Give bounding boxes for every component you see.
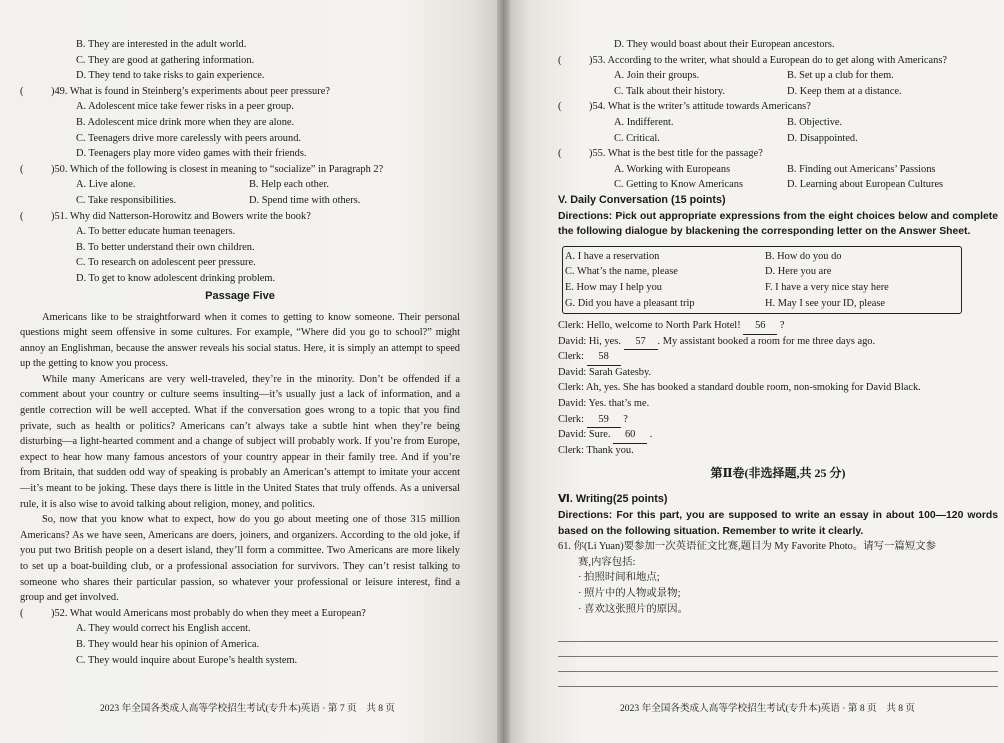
choice-a: A. I have a reservation <box>565 250 660 262</box>
q54-options-ab <box>558 115 998 131</box>
q48-option-d: D. They tend to take risks to gain experience. <box>76 70 265 82</box>
q61-bullet-1: · 拍照时间和地点; <box>578 572 660 584</box>
q61-prompt-line-2: 赛,内容包括: <box>578 556 636 568</box>
dialogue-line-7-text: Clerk: <box>558 413 584 425</box>
dialogue-line-1-end: ? <box>779 320 785 332</box>
q50-stem <box>20 162 460 178</box>
q48-option-b: B. They are interested in the adult world. <box>76 39 247 50</box>
q54-option-a: A. Indifferent. <box>614 116 674 128</box>
section-vi-directions-text: For this part, you are supposed to write an essay in about 100—120 words based on the following situation. Remember to write it clearly. <box>558 510 998 537</box>
book-gutter <box>497 0 510 743</box>
q51-option-a: A. To better educate human teenagers. <box>76 226 236 238</box>
q49-option-a: A. Adolescent mice take fewer risks in a peer group. <box>76 101 294 113</box>
q50-option-d: D. Spend time with others. <box>249 194 361 206</box>
choice-h: H. May I see your ID, please <box>765 297 886 309</box>
q50-option-c: C. Take responsibilities. <box>76 194 177 206</box>
q61-prompt-line-1: 61. 你(Li Yuan)要参加一次英语征文比赛,题目为 My Favorite Photo。请写一篇短文参 <box>558 541 936 553</box>
dialogue-line-7 <box>558 412 998 428</box>
dialogue-line-9: Clerk: Thank you. <box>558 444 634 456</box>
choices-row-1 <box>563 249 961 265</box>
section-v-directions-text: Pick out appropriate expressions from the eight choices below and complete the following dialogue by blackening the corresponding letter on the Answer Sheet. <box>558 210 998 238</box>
right-page <box>510 0 1004 743</box>
q52-option-c: C. They would inquire about Europe’s health system. <box>76 654 298 666</box>
q53-answer-paren: ( <box>558 54 562 66</box>
q52-option-b: B. They would hear his opinion of America. <box>76 638 260 650</box>
q54-option-b: B. Objective. <box>787 116 843 128</box>
choices-row-4 <box>563 296 961 312</box>
q55-option-a: A. Working with Europeans <box>614 163 731 175</box>
q49-option-c: C. Teenagers drive more carelessly with peers around. <box>76 132 301 144</box>
section-vi-directions-label: Directions: <box>558 510 613 522</box>
q55-options-cd <box>558 177 998 193</box>
q50-option-a: A. Live alone. <box>76 179 136 191</box>
q49-option-d: D. Teenagers play more video games with their friends. <box>76 148 307 160</box>
q54-question: )54. What is the writer’s attitude towards Americans? <box>589 101 811 113</box>
passage-paragraph-2: While many Americans are very well-traveled, they’re in the minority. Don’t be offended if a comment about your country or culture seems insulting—it’s usually just a lack of information, and a gentle correction will be well accepted. What if the conversation goes wrong to a topic that you find private, such as health or politics? Americans can’t always take a subtle hint when they’re being disturbing—a light-hearted comment and a change of subject will probably work. If you’re from Europe, expect to hear how many famous ancestors of your country appear in their family tree. And if you’re from Britain, that sudden odd way of speaking is probably an American’s attempt to imitate your accent—it’s meant to be joking. These days there is little in the United States that truly offends. As a universal rule, it is also wise to avoid talking about religion, money, and politics. <box>20 373 460 510</box>
q50-answer-paren: ( <box>20 163 24 175</box>
q50-option-b: B. Help each other. <box>249 179 329 191</box>
left-page-content <box>20 37 460 668</box>
dialogue-line-7-end: ? <box>623 413 628 425</box>
q50-options-ab <box>20 177 460 193</box>
q55-stem <box>558 146 998 162</box>
q54-option-d: D. Disappointed. <box>787 132 858 144</box>
q49-answer-paren: ( <box>20 85 24 97</box>
section-v-directions <box>558 209 998 240</box>
q53-option-d: D. Keep them at a distance. <box>787 85 902 97</box>
writing-line-2 <box>558 656 998 657</box>
dialogue-line-3 <box>558 349 998 365</box>
dialogue-line-8-end: . <box>649 429 653 441</box>
section-vi-title: Ⅵ. Writing(25 points) <box>558 493 668 506</box>
q53-options-ab <box>558 68 998 84</box>
dialogue-line-8 <box>558 427 998 443</box>
q54-option-c: C. Critical. <box>614 132 660 144</box>
right-page-content <box>558 37 998 687</box>
dialogue-line-4: David: Sarah Gatesby. <box>558 366 652 378</box>
q51-option-d: D. To get to know adolescent drinking problem. <box>76 272 276 284</box>
q50-options-cd <box>20 193 460 209</box>
q53-question: )53. According to the writer, what should a European do to get along with Americans? <box>589 54 947 66</box>
writing-line-4 <box>558 686 998 687</box>
q53-option-b: B. Set up a club for them. <box>787 70 894 82</box>
left-page-footer: 2023 年全国各类成人高等学校招生考试(专升本)英语 · 第 7 页 共 8 页 <box>100 703 395 715</box>
blank-56: 56 <box>743 318 777 335</box>
blank-60: 60 <box>613 427 647 444</box>
choice-b: B. How do you do <box>765 250 842 262</box>
dialogue-line-3-text: Clerk: <box>558 351 584 363</box>
q54-stem <box>558 99 998 115</box>
q53-stem <box>558 53 998 69</box>
choice-e: E. How may I help you <box>565 281 662 293</box>
q55-question: )55. What is the best title for the passage? <box>589 148 763 160</box>
q50-question: )50. Which of the following is closest in meaning to “socialize” in Paragraph 2? <box>51 163 384 175</box>
q49-question: )49. What is found in Steinberg’s experiments about peer pressure? <box>51 85 330 97</box>
q55-option-c: C. Getting to Know Americans <box>614 179 743 191</box>
writing-line-3 <box>558 671 998 672</box>
right-page-footer: 2023 年全国各类成人高等学校招生考试(专升本)英语 · 第 8 页 共 8 页 <box>620 703 915 715</box>
section-v-directions-label: Directions: <box>558 210 613 222</box>
dialogue-line-5: Clerk: Ah, yes. She has booked a standard double room, non-smoking for David Black. <box>558 382 921 394</box>
q51-question: )51. Why did Natterson-Horowitz and Bowers write the book? <box>51 210 311 222</box>
q51-option-c: C. To research on adolescent peer pressure. <box>76 257 256 269</box>
q55-option-b: B. Finding out Americans’ Passions <box>787 163 936 175</box>
dialogue-line-1-text: Clerk: Hello, welcome to North Park Hotel! <box>558 320 741 332</box>
q61-bullet-2: · 照片中的人物或景物; <box>578 588 681 599</box>
choice-d: D. Here you are <box>765 266 832 278</box>
part-two-title: 第Ⅱ卷(非选择题,共 25 分) <box>710 466 846 481</box>
dialogue-line-2 <box>558 334 998 350</box>
conversation-choices-box <box>562 246 962 314</box>
choice-f: F. I have a very nice stay here <box>765 281 889 293</box>
blank-59: 59 <box>587 412 621 429</box>
dialogue-line-8-text: David: Sure. <box>558 429 611 441</box>
q53-option-c: C. Talk about their history. <box>614 85 725 97</box>
q51-answer-paren: ( <box>20 210 24 222</box>
blank-58: 58 <box>587 349 621 366</box>
q49-option-b: B. Adolescent mice drink more when they are alone. <box>76 116 295 128</box>
q52-stem <box>20 606 460 622</box>
passage-paragraph-1: Americans like to be straightforward when it comes to getting to know someone. Their personal questions might seem offensive in some cultures. For example, “Where did you go to school?” might annoy an Englishman, because the answer reveals his social status. Here, it is simply an attempt to speed up the getting to know you process. <box>20 311 460 370</box>
q49-stem <box>20 84 460 100</box>
q55-option-d: D. Learning about European Cultures <box>787 179 944 191</box>
q54-options-cd <box>558 131 998 147</box>
passage-paragraph-3: So, now that you know what to expect, how do you go about meeting one of those 315 million Americans? As we have seen, Americans are doers, joiners, and organizers. According to the old joke, if you put two British people on a desert island, they’ll form a committee. Two Americans are more likely to set up a boat-building club, or a professional association for survivors. They can’t resist talking to someone who shares their particular passion, so whatever your professional or leisure interest, find a group and get involved. <box>20 514 460 604</box>
q48-option-c: C. They are good at gathering information. <box>76 54 255 66</box>
dialogue-line-6: David: Yes. that’s me. <box>558 398 650 410</box>
dialogue-line-2-text: David: Hi, yes. <box>558 335 621 347</box>
q53-option-a: A. Join their groups. <box>614 70 700 82</box>
q61-bullet-3: · 喜欢这张照片的原因。 <box>578 603 688 615</box>
q55-options-ab <box>558 162 998 178</box>
q52-answer-paren: ( <box>20 607 24 619</box>
dialogue-line-2-end: . My assistant booked a room for me three days ago. <box>657 335 876 347</box>
section-vi-directions <box>558 508 998 539</box>
q55-answer-paren: ( <box>558 148 562 160</box>
choice-c: C. What’s the name, please <box>565 266 678 278</box>
q52-question: )52. What would Americans most probably do when they meet a European? <box>51 607 366 619</box>
q52-option-a: A. They would correct his English accent. <box>76 623 251 635</box>
passage-five-title: Passage Five <box>205 289 275 302</box>
q54-answer-paren: ( <box>558 101 562 113</box>
writing-line-1 <box>558 641 998 642</box>
choices-row-2 <box>563 264 961 280</box>
q51-stem <box>20 209 460 225</box>
q52-option-d: D. They would boast about their European ancestors. <box>614 39 835 50</box>
choices-row-3 <box>563 280 961 296</box>
section-v-title: V. Daily Conversation (15 points) <box>558 193 726 206</box>
q51-option-b: B. To better understand their own children. <box>76 241 255 253</box>
choice-g: G. Did you have a pleasant trip <box>565 297 695 309</box>
blank-57: 57 <box>624 334 658 351</box>
dialogue-line-1 <box>558 318 998 334</box>
q53-options-cd <box>558 84 998 100</box>
left-page <box>0 0 497 743</box>
